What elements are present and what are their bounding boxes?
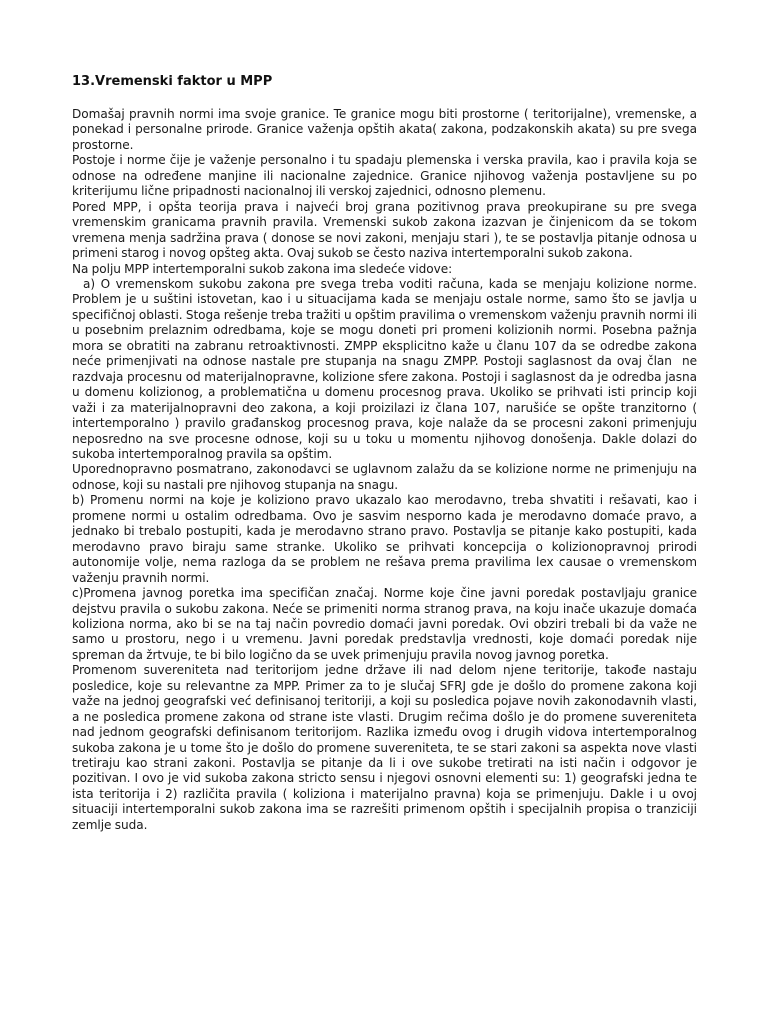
paragraph-scope: Domašaj pravnih normi ima svoje granice. Te granice mogu biti prostorne ( teritorijalne), vremenske, a ponekad i personalne prirode. Granice važenja opštih akata( zakona, podzakonskih akata) su pre svega prostorne. xyxy=(72,107,697,152)
paragraph-forms-intro: Na polju MPP intertemporalni sukob zakona ima sledeće vidove: xyxy=(72,261,453,276)
paragraph-point-c: c)Promena javnog poretka ima specifičan značaj. Norme koje čine javni poredak postavljaju granice dejstvu pravila o sukobu zakona. Neće se primeniti norma stranog prava, na koju inače ukazuje domaća koliziona norma, ako bi se na taj način povredio domaći javni poredak. Ovi obziri trebali bi da važe ne samo u prostoru, nego i u vremenu. Javni poredak predstavlja vrednosti, koje domaći poredak nije spreman da žrtvuje, te bi bilo logično da se uvek primenjuju pravila novog javnog poretka. xyxy=(72,586,697,662)
paragraph-point-b: b) Promenu normi na koje je koliziono pravo ukazalo kao merodavno, treba shvatiti i rešavati, kao i promene normi u ostalim odredbama. Ovo je sasvim nesporno kada je merodavno domaće pravo, a jednako bi trebalo postupiti, kada je merodavno strano pravo. Postavlja se pitanje kako postupiti, kada merodavno pravo biraju same stranke. Ukoliko se prihvati koncepcija o kolizionopravnoj prirodi autonomije volje, nema razloga da se problem ne rešava prema pravilima lex causae o vremenskom važenju pravnih normi. xyxy=(72,493,697,585)
paragraph-point-a: a) O vremenskom sukobu zakona pre svega treba voditi računa, kada se menjaju kolizione norme. Problem je u suštini istovetan, kao i u situacijama kada se menjaju ostale norme, samo što se javlja u specifičnoj oblasti. Stoga rešenje treba tražiti u opštim pravilima o vremenskom važenju pravnih normi ili u posebnim prelaznim odredbama, koje se mogu doneti pri promeni kolizionih normi. Posebna pažnja mora se obratiti na zabranu retroaktivnosti. ZMPP eksplicitno kaže u članu 107 da se odredbe zakona neće primenjivati na odnose nastale pre stupanja na snagu ZMPP. Postoji saglasnost da ovaj član ne razdvaja procesnu od materijalnopravne, kolizione sfere zakona. Postoji i saglasnost da je odredba jasna u domenu kolizionog, a problematična u domenu procesnog prava. Ukoliko se prihvati isti princip koji važi i za materijalnopravni deo zakona, a koji proizilazi iz člana 107, narušiće se opšte tranzitorno ( intertemporalno ) pravilo građanskog procesnog prava, koje nalaže da se procesni zakoni primenjuju neposredno na sve procesne odnose, koji su u toku u momentu njihovog donošenja. Dakle dolazi do sukoba intertemporalnog pravila sa opštim. xyxy=(72,276,701,461)
paragraph-temporal-conflict: Pored MPP, i opšta teorija prava i najveći broj grana pozitivnog prava preokupirane su pre svega vremenskim granicama pravnih pravila. Vremenski sukob zakona izazvan je činjenicom da se tokom vremena menja sadržina prava ( donose se novi zakoni, menjaju stari ), te se postavlja pitanje odnosa u primeni starog i novog opšteg akta. Ovaj sukob se često naziva intertemporalni sukob zakona. xyxy=(72,199,697,261)
paragraph-comparative: Uporednopravno posmatrano, zakonodavci se uglavnom zalažu da se kolizione norme ne primenjuju na odnose, koji su nastali pre njihovog stupanja na snagu. xyxy=(72,462,697,492)
paragraph-personal-norms: Postoje i norme čije je važenje personalno i tu spadaju plemenska i verska pravila, kao i pravila koja se odnose na određene manjine ili nacionalne zajednice. Granice njihovog važenja postavljene su po kriterijumu lične pripadnosti nacionalnoj ili verskoj zajednici, odnosno plemenu. xyxy=(72,153,697,199)
document-title: 13.Vremenski faktor u MPP xyxy=(72,74,273,89)
paragraph-sovereignty: Promenom suvereniteta nad teritorijom jedne države ili nad delom njene teritorije, takođe nastaju posledice, koje su relevantne za MPP. Primer za to je slučaj SFRJ gde je došlo do promene zakona koji važe na jednoj geografski već definisanoj teritoriji, a koji su posledica pojave novih zakonodavnih vlasti, a ne posledica promene zakona od strane iste vlasti. Drugim rečima došlo je do promene suvereniteta nad jednom geografski definisanom teritorijom. Razlika između ovog i drugih vidova intertemporalnog sukoba zakona je u tome što je došlo do promene suvereniteta, te se stari zakoni sa aspekta nove vlasti tretiraju kao strani zakoni. Postavlja se pitanje da li i ove sukobe tretirati na isti način i odgovor je pozitivan. I ovo je vid sukoba zakona stricto sensu i njegovi osnovni elementi su: 1) geografski jedna te ista teritorija i 2) različita pravila ( koliziona i materijalno pravna) koja se primenjuju. Dakle i u ovoj situaciji intertemporalni sukob zakona ima se razrešiti primenom opštih i specijalnih propisa o tranziciji zemlje suda. xyxy=(72,663,697,832)
